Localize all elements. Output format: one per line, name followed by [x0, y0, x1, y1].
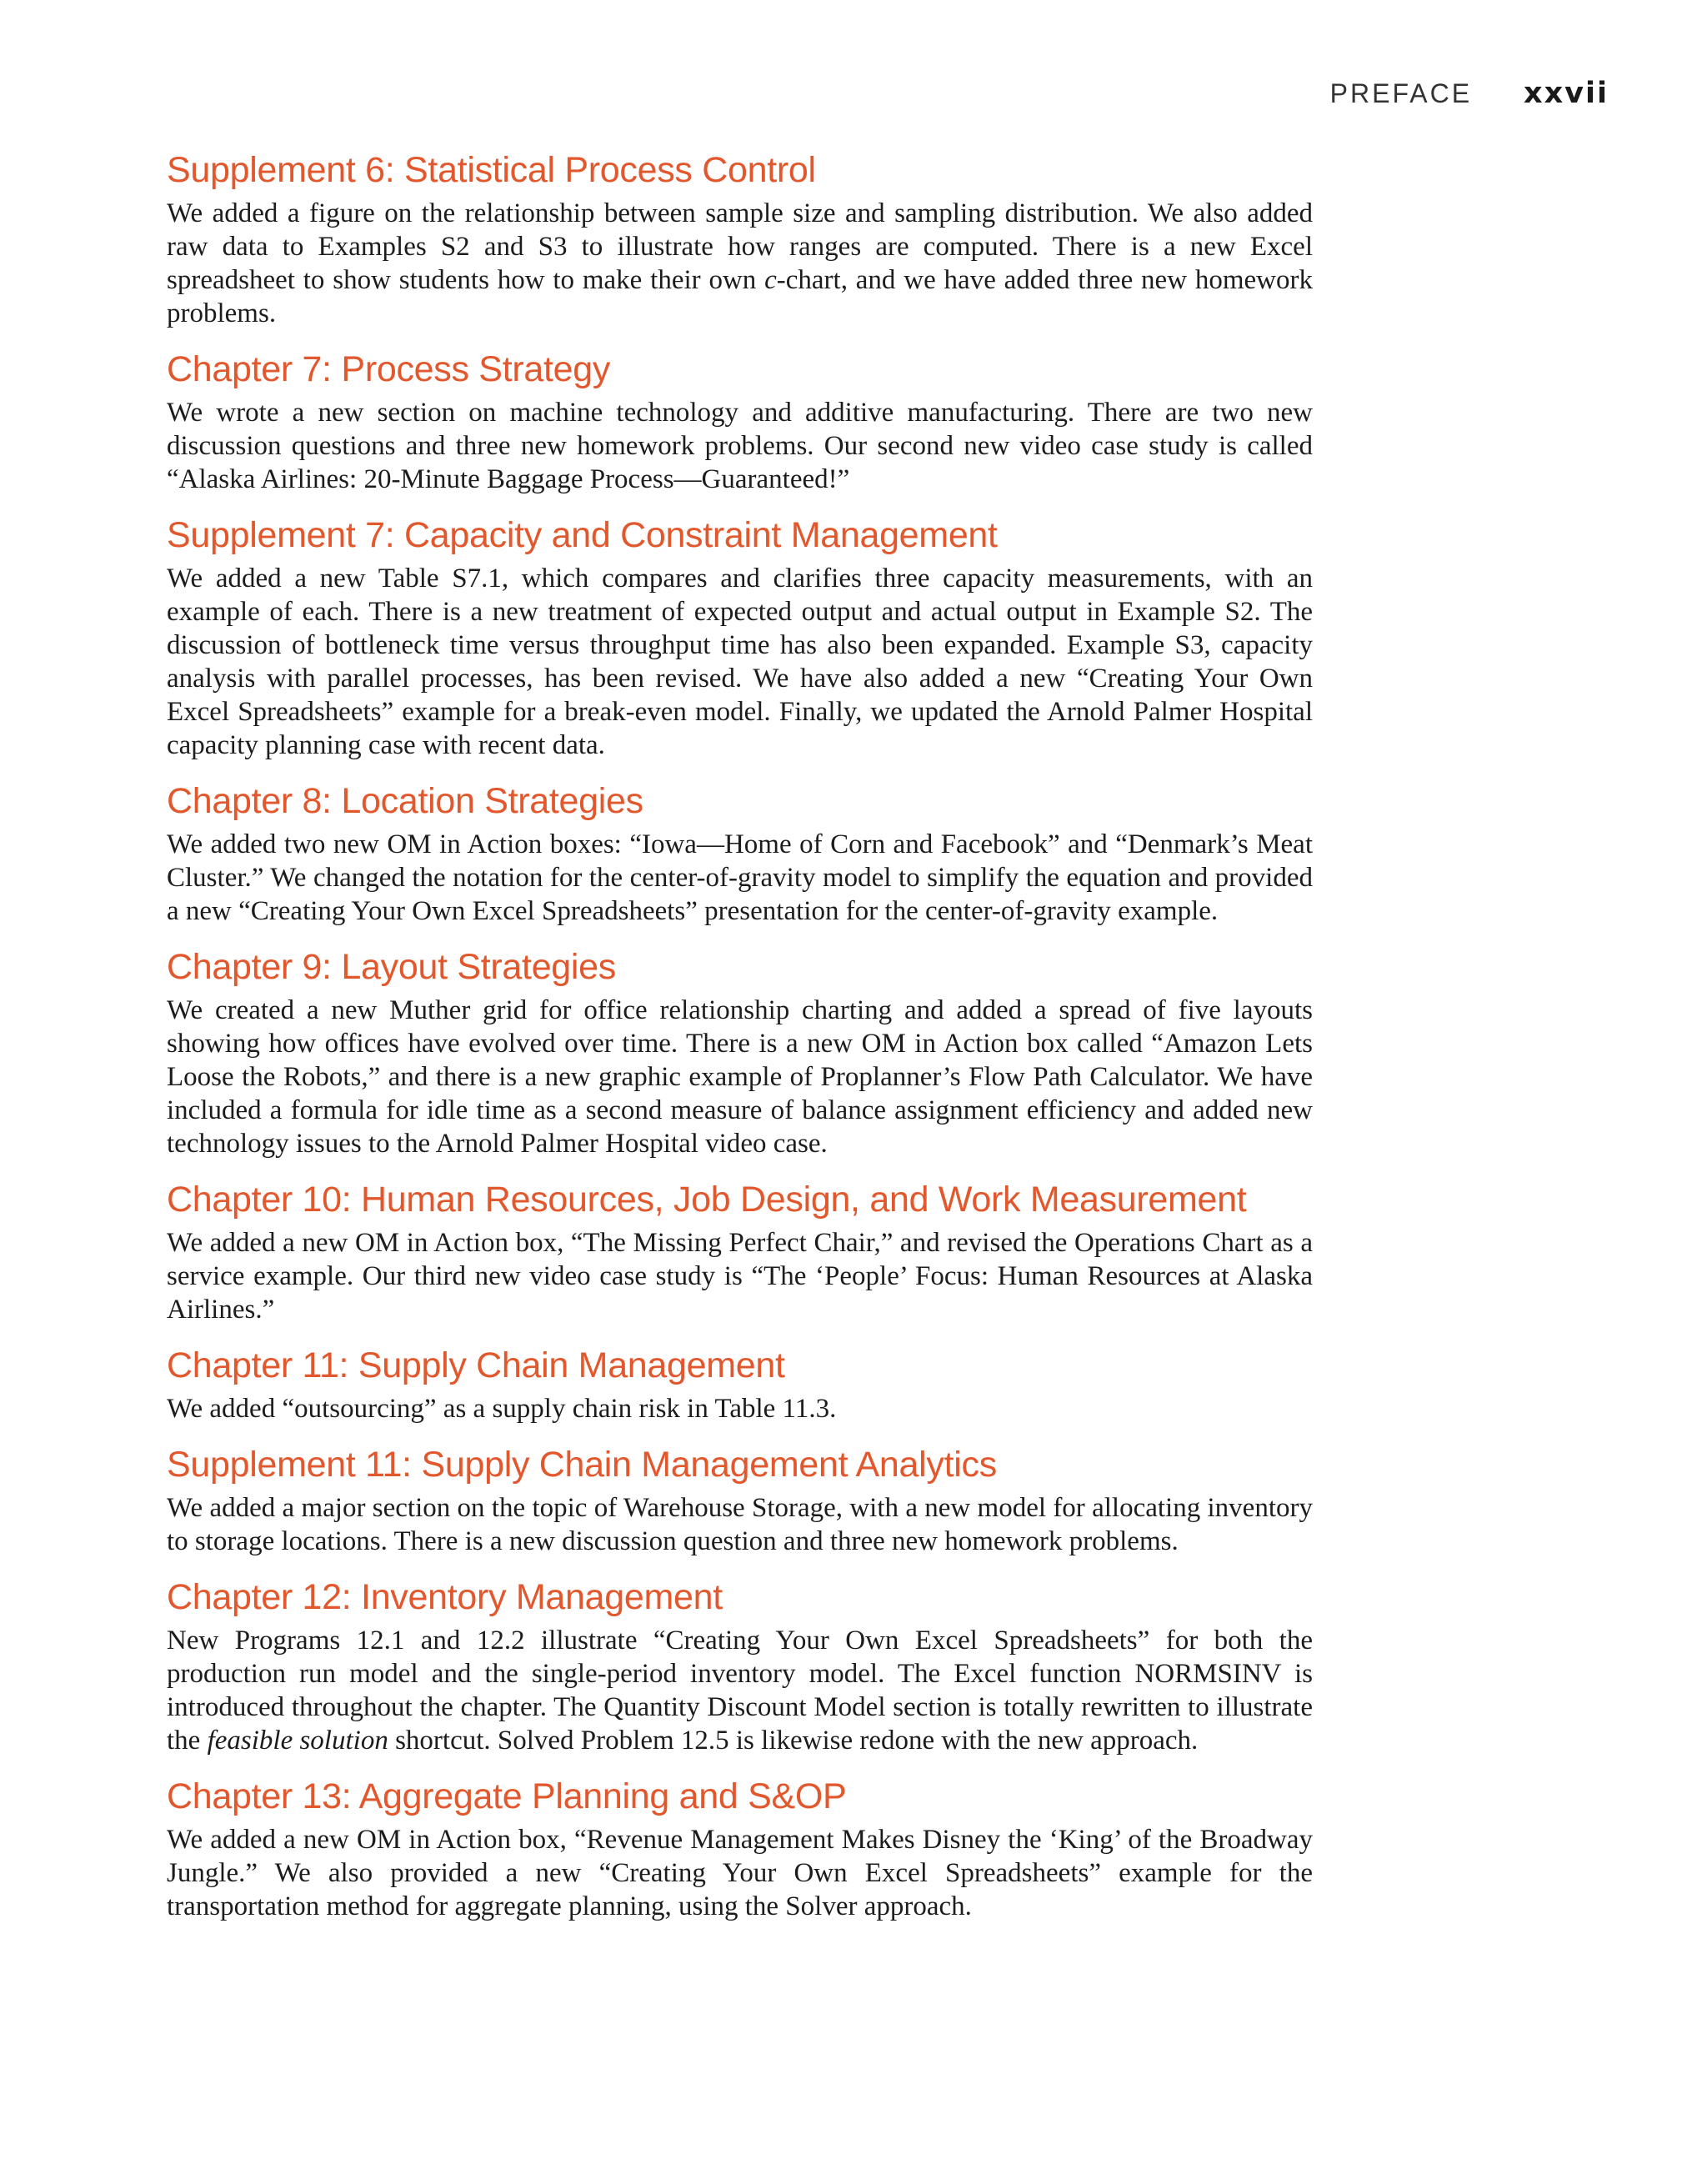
section-body: [167, 1491, 1313, 1558]
section: [167, 515, 1313, 762]
section-body: [167, 1392, 1313, 1425]
section-heading: Supplement 11: Supply Chain Management Analytics: [167, 1445, 997, 1485]
body-text: We added two new OM in Action boxes: “Iowa—Home of Corn and Facebook” and “Denmark’s Meat Cluster.” We changed the notation for the center-of-gravity model to simplify the equation and provided a new “Creating Your Own Excel Spreadsheets” presentation for the center-of-gravity example.: [167, 829, 1313, 926]
body-text: shortcut. Solved Problem 12.5 is likewise redone with the new approach.: [388, 1726, 1199, 1756]
section-heading: Chapter 7: Process Strategy: [167, 349, 611, 389]
body-text-italic: feasible solution: [207, 1726, 388, 1756]
body-text: We added a figure on the relationship between sample size and sampling distribution. We also added raw data to Examples S2 and S3 to illustrate how ranges are computed. There is a new Excel spreadsheet to show students how to make their own: [167, 198, 1313, 295]
running-head-label: PREFACE: [1329, 78, 1473, 108]
section-heading: Chapter 9: Layout Strategies: [167, 947, 616, 987]
section-body: [167, 197, 1313, 330]
section-body: [167, 994, 1313, 1160]
section: [167, 1776, 1313, 1923]
body-text: We added a new OM in Action box, “The Missing Perfect Chair,” and revised the Operations Chart as a service example. Our third new video case study is “The ‘People’ Focus: Human Resources at Alaska Airlines.”: [167, 1228, 1313, 1325]
section: [167, 781, 1313, 928]
section: [167, 1345, 1313, 1425]
body-text: We added “outsourcing” as a supply chain risk in Table 11.3.: [167, 1394, 837, 1424]
page-number: xxvii: [1524, 77, 1609, 110]
section-body: [167, 1624, 1313, 1757]
body-text: We added a new Table S7.1, which compares and clarifies three capacity measurements, with an example of each. There is a new treatment of expected output and actual output in Example S2. The discussion of bottleneck time versus throughput time has also been expanded. Example S3, capacity analysis with parallel processes, has been revised. We have also added a new “Creating Your Own Excel Spreadsheets” example for a break-even model. Finally, we updated the Arnold Palmer Hospital capacity planning case with recent data.: [167, 564, 1313, 760]
body-text: We added a new OM in Action box, “Revenue Management Makes Disney the ‘King’ of the Broadway Jungle.” We also provided a new “Creating Your Own Excel Spreadsheets” example for the transportation method for aggregate planning, using the Solver approach.: [167, 1825, 1313, 1921]
body-text: New Programs 12.1 and 12.2 illustrate “Creating Your Own Excel Spreadsheets” for both the production run model and the single-period inventory model. The Excel function NORMSINV is introduced throughout the chapter. The Quantity Discount Model section is totally rewritten to illustrate the: [167, 1625, 1313, 1756]
section-body: [167, 396, 1313, 496]
body-text-italic: c: [764, 265, 777, 295]
section-heading: Chapter 8: Location Strategies: [167, 781, 643, 821]
section-body: [167, 562, 1313, 762]
section: [167, 1180, 1313, 1326]
section: [167, 1577, 1313, 1757]
section-body: [167, 1823, 1313, 1923]
section-heading: Chapter 10: Human Resources, Job Design, and Work Measurement: [167, 1180, 1247, 1220]
section: [167, 1445, 1313, 1558]
section: [167, 349, 1313, 496]
body-text: -chart, and we have added three new homework problems.: [167, 265, 1313, 328]
section: [167, 150, 1313, 330]
section-heading: Chapter 13: Aggregate Planning and S&OP: [167, 1776, 847, 1816]
section-body: [167, 828, 1313, 928]
body-text: We wrote a new section on machine technology and additive manufacturing. There are two new discussion questions and three new homework problems. Our second new video case study is called “Alaska Airlines: 20-Minute Baggage Process—Guaranteed!”: [167, 398, 1313, 494]
section-heading: Supplement 6: Statistical Process Control: [167, 150, 816, 190]
body-text: We added a major section on the topic of Warehouse Storage, with a new model for allocating inventory to storage locations. There is a new discussion question and three new homework problems.: [167, 1493, 1313, 1556]
page-content: [167, 150, 1313, 1942]
body-text: We created a new Muther grid for office relationship charting and added a spread of five layouts showing how offices have evolved over time. There is a new OM in Action box called “Amazon Lets Loose the Robots,” and there is a new graphic example of Proplanner’s Flow Path Calculator. We have included a formula for idle time as a second measure of balance assignment efficiency and added new technology issues to the Arnold Palmer Hospital video case.: [167, 995, 1313, 1159]
section-heading: Chapter 11: Supply Chain Management: [167, 1345, 785, 1385]
section-heading: Chapter 12: Inventory Management: [167, 1577, 723, 1617]
section-body: [167, 1226, 1313, 1326]
running-head: [1330, 77, 1609, 110]
section-heading: Supplement 7: Capacity and Constraint Management: [167, 515, 998, 555]
section: [167, 947, 1313, 1160]
